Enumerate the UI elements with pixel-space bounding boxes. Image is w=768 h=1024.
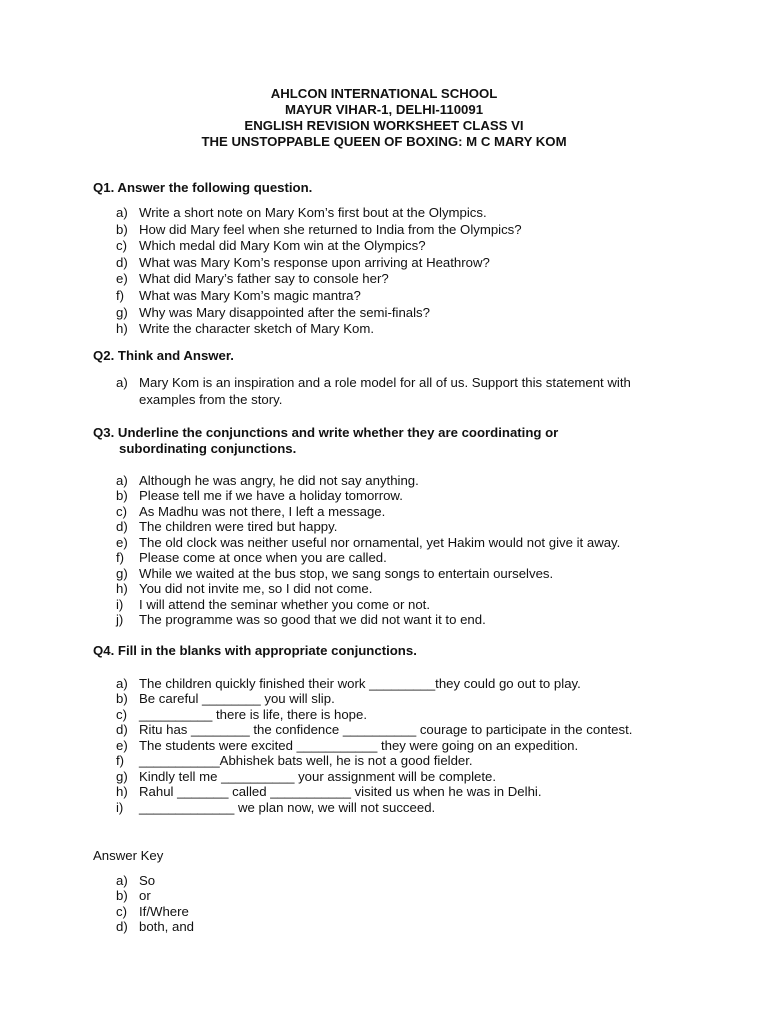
list-item: e) The old clock was neither useful nor ornamental, yet Hakim would not give it away. [116,534,621,550]
list-item: g) Why was Mary disappointed after the semi-finals? [116,304,430,320]
list-item: c) Which medal did Mary Kom win at the Olympics? [116,238,426,254]
list-item: a) Write a short note on Mary Kom’s first bout at the Olympics. [116,205,487,220]
chapter-title: THE UNSTOPPABLE QUEEN OF BOXING: M C MARY KOM [201,134,567,149]
q3-list [93,473,693,628]
worksheet-header [0,86,768,150]
answer-key-heading: Answer Key [93,848,164,863]
list-item: h) Rahul _______ called ___________ visited us when he was in Delhi. [116,784,542,800]
q2-heading: Q2. Think and Answer. [93,348,234,363]
q2-list [93,375,683,408]
q1-list [93,205,693,338]
list-item: b) How did Mary feel when she returned to India from the Olympics? [116,221,522,237]
list-item: h) You did not invite me, so I did not come. [116,581,373,597]
list-item: e) The students were excited ___________ they were going on an expedition. [116,737,579,753]
list-item: j) The programme was so good that we did not want it to end. [116,612,486,628]
worksheet-title: ENGLISH REVISION WORKSHEET CLASS VI [244,118,524,133]
q3-heading-line2: subordinating conjunctions. [119,441,297,456]
list-item: i) I will attend the seminar whether you come or not. [116,596,431,612]
list-item: d) The children were tired but happy. [116,519,338,535]
list-item: a) Mary Kom is an inspiration and a role model for all of us. Support this statement with examples from the story. [116,375,631,407]
q3-heading [93,425,558,457]
school-name: AHLCON INTERNATIONAL SCHOOL [270,86,498,101]
list-item: d) both, and [116,919,194,935]
list-item: b) or [116,888,151,904]
list-item: b) Be careful ________ you will slip. [116,691,335,707]
list-item: i) _____________ we plan now, we will not succeed. [116,799,436,815]
list-item: a) The children quickly finished their work _________they could go out to play. [116,676,581,691]
list-item: h) Write the character sketch of Mary Kom. [116,321,375,337]
list-item: f) Please come at once when you are called. [116,550,387,566]
q4-list [93,676,693,815]
list-item: g) Kindly tell me __________ your assignment will be complete. [116,768,496,784]
school-address: MAYUR VIHAR-1, DELHI-110091 [284,102,484,117]
list-item: c) __________ there is life, there is hope. [116,706,368,722]
list-item: c) If/Where [116,903,189,919]
list-item: f) What was Mary Kom’s magic mantra? [116,287,361,303]
list-item: c) As Madhu was not there, I left a message. [116,503,386,519]
q3-heading-line1: Q3. Underline the conjunctions and write whether they are coordinating or [93,425,559,440]
list-item: g) While we waited at the bus stop, we sang songs to entertain ourselves. [116,565,554,581]
list-item: d) What was Mary Kom’s response upon arriving at Heathrow? [116,254,490,270]
q4-heading: Q4. Fill in the blanks with appropriate conjunctions. [93,643,417,658]
list-item: a) So [116,873,156,888]
q1-heading: Q1. Answer the following question. [93,180,313,195]
list-item: f) ___________Abhishek bats well, he is not a good fielder. [116,753,473,769]
list-item: e) What did Mary’s father say to console her? [116,271,389,287]
list-item: a) Although he was angry, he did not say anything. [116,473,419,488]
list-item: b) Please tell me if we have a holiday tomorrow. [116,488,403,504]
list-item: d) Ritu has ________ the confidence __________ courage to participate in the contest. [116,722,633,738]
answer-key-list [93,873,693,935]
